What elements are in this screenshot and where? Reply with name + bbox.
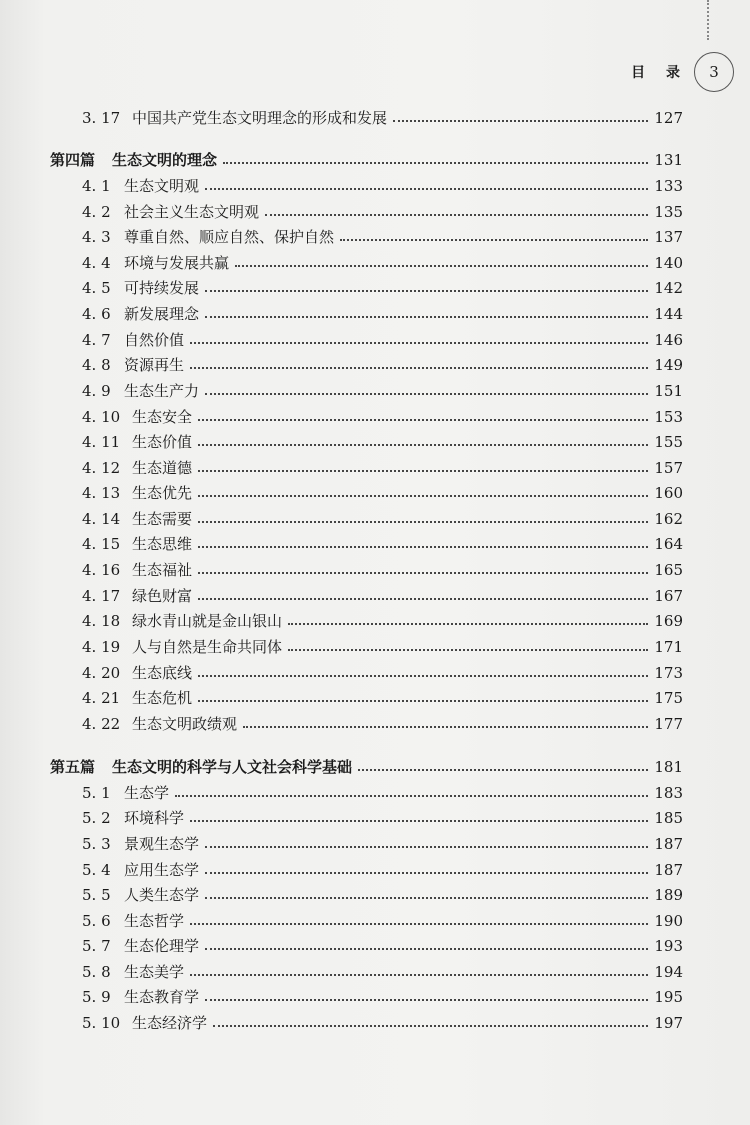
toc-section-row xyxy=(82,661,683,685)
toc-title: 生态文明观 xyxy=(124,177,200,195)
toc-section-row xyxy=(82,251,683,275)
toc-page-number: 193 xyxy=(654,937,683,955)
toc-leader-dots xyxy=(198,521,648,523)
toc-title: 生态底线 xyxy=(132,664,193,682)
toc-section-row xyxy=(82,883,683,907)
toc-number: 4. 7 xyxy=(82,331,111,349)
toc-page-number: 162 xyxy=(654,510,683,528)
toc-number: 4. 1 xyxy=(82,177,111,195)
toc-leader-dots xyxy=(205,872,648,874)
toc-leader-dots xyxy=(198,700,648,702)
toc-section-row xyxy=(82,481,683,505)
toc-leader-dots xyxy=(288,649,648,651)
toc-title: 生态道德 xyxy=(132,459,193,477)
toc-section-row xyxy=(82,806,683,830)
toc-section-row xyxy=(82,379,683,403)
toc-page-number: 189 xyxy=(654,886,683,904)
toc-section-row xyxy=(82,635,683,659)
toc-title: 生态文明的理念 xyxy=(112,151,218,169)
toc-page-number: 197 xyxy=(654,1014,683,1032)
toc-section-row xyxy=(82,328,683,352)
toc-title: 绿色财富 xyxy=(132,587,193,605)
toc-title: 社会主义生态文明观 xyxy=(124,203,260,221)
toc-number: 4. 13 xyxy=(82,484,121,502)
toc-number: 4. 20 xyxy=(82,664,121,682)
toc-number: 5. 9 xyxy=(82,988,111,1006)
toc-leader-dots xyxy=(288,623,648,625)
toc-leader-dots xyxy=(190,923,648,925)
toc-page-number: 151 xyxy=(654,382,683,400)
toc-section-row xyxy=(82,1011,683,1035)
toc-page-number: 173 xyxy=(654,664,683,682)
toc-number: 5. 7 xyxy=(82,937,111,955)
toc-number: 5. 3 xyxy=(82,835,111,853)
toc-section-row xyxy=(82,686,683,710)
toc-page-number: 144 xyxy=(654,305,683,323)
toc-leader-dots xyxy=(190,367,648,369)
toc-number: 4. 3 xyxy=(82,228,111,246)
toc-section-row xyxy=(82,609,683,633)
page-number-circle: 3 xyxy=(694,52,734,92)
toc-number: 4. 19 xyxy=(82,638,121,656)
page-header xyxy=(631,50,734,94)
toc-title: 生态危机 xyxy=(132,689,193,707)
toc-title: 生态哲学 xyxy=(124,912,185,930)
toc-title: 自然价值 xyxy=(124,331,185,349)
toc-leader-dots xyxy=(198,419,648,421)
toc-number: 5. 10 xyxy=(82,1014,121,1032)
toc-leader-dots xyxy=(198,546,648,548)
toc-number: 4. 16 xyxy=(82,561,121,579)
toc-number: 5. 6 xyxy=(82,912,111,930)
toc-number: 第四篇 xyxy=(50,151,96,169)
toc-title: 资源再生 xyxy=(124,356,185,374)
toc-leader-dots xyxy=(205,188,648,190)
toc-section-row xyxy=(82,507,683,531)
toc-page-number: 153 xyxy=(654,408,683,426)
toc-section-row xyxy=(82,276,683,300)
toc-leader-dots xyxy=(198,572,648,574)
toc-leader-dots xyxy=(198,675,648,677)
toc-title: 环境与发展共赢 xyxy=(124,254,230,272)
header-title: 目 录 xyxy=(631,65,688,81)
toc-page-number: 133 xyxy=(654,177,683,195)
toc-number: 4. 4 xyxy=(82,254,111,272)
toc-number: 3. 17 xyxy=(82,109,121,127)
toc-section-row xyxy=(82,960,683,984)
toc-title: 可持续发展 xyxy=(124,279,200,297)
toc-page-number: 183 xyxy=(654,784,683,802)
toc-page-number: 190 xyxy=(654,912,683,930)
toc-leader-dots xyxy=(198,470,648,472)
toc-leader-dots xyxy=(205,846,648,848)
toc-section-row xyxy=(82,909,683,933)
toc-number: 4. 22 xyxy=(82,715,121,733)
toc-number: 4. 2 xyxy=(82,203,111,221)
toc-number: 4. 18 xyxy=(82,612,121,630)
toc-leader-dots xyxy=(205,316,648,318)
toc-section-row xyxy=(82,584,683,608)
toc-number: 4. 6 xyxy=(82,305,111,323)
toc-page-number: 181 xyxy=(654,758,683,776)
toc-leader-dots xyxy=(223,162,648,164)
toc-page-number: 157 xyxy=(654,459,683,477)
toc-title: 绿水青山就是金山银山 xyxy=(132,612,283,630)
toc-title: 人与自然是生命共同体 xyxy=(132,638,283,656)
toc-part-row xyxy=(50,148,683,172)
toc-number: 5. 8 xyxy=(82,963,111,981)
toc-number: 4. 14 xyxy=(82,510,121,528)
toc-title: 生态优先 xyxy=(132,484,193,502)
toc-number: 5. 5 xyxy=(82,886,111,904)
toc-page-number: 194 xyxy=(654,963,683,981)
toc-page-number: 165 xyxy=(654,561,683,579)
toc-section-row xyxy=(82,832,683,856)
toc-section-row xyxy=(82,712,683,736)
toc-number: 4. 8 xyxy=(82,356,111,374)
toc-leader-dots xyxy=(358,769,648,771)
toc-page-number: 131 xyxy=(654,151,683,169)
toc-page-number: 187 xyxy=(654,861,683,879)
toc-title: 应用生态学 xyxy=(124,861,200,879)
toc-page-number: 177 xyxy=(654,715,683,733)
toc-page-number: 195 xyxy=(654,988,683,1006)
toc-page-number: 142 xyxy=(654,279,683,297)
toc-title: 生态生产力 xyxy=(124,382,200,400)
toc-title: 生态价值 xyxy=(132,433,193,451)
toc-section-row xyxy=(82,781,683,805)
toc-page-number: 169 xyxy=(654,612,683,630)
toc-title: 尊重自然、顺应自然、保护自然 xyxy=(124,228,335,246)
toc-leader-dots xyxy=(205,948,648,950)
toc-title: 人类生态学 xyxy=(124,886,200,904)
toc-title: 生态安全 xyxy=(132,408,193,426)
toc-section-row xyxy=(82,174,683,198)
toc-leader-dots xyxy=(235,265,648,267)
toc-section-row xyxy=(82,456,683,480)
toc-section-row xyxy=(82,225,683,249)
toc-leader-dots xyxy=(265,214,648,216)
toc-number: 4. 10 xyxy=(82,408,121,426)
toc-section-row xyxy=(82,302,683,326)
toc-title: 生态思维 xyxy=(132,535,193,553)
toc-leader-dots xyxy=(205,290,648,292)
toc-title: 生态教育学 xyxy=(124,988,200,1006)
toc-page-number: 149 xyxy=(654,356,683,374)
toc-title: 景观生态学 xyxy=(124,835,200,853)
toc-leader-dots xyxy=(213,1025,648,1027)
toc-title: 环境科学 xyxy=(124,809,185,827)
toc-leader-dots xyxy=(198,598,648,600)
toc-section-row xyxy=(82,558,683,582)
toc-section-row xyxy=(82,353,683,377)
toc-number: 4. 17 xyxy=(82,587,121,605)
toc-title: 中国共产党生态文明理念的形成和发展 xyxy=(132,109,388,127)
toc-page-number: 175 xyxy=(654,689,683,707)
toc-page-number: 160 xyxy=(654,484,683,502)
toc-page-number: 135 xyxy=(654,203,683,221)
toc-leader-dots xyxy=(243,726,648,728)
toc-leader-dots xyxy=(175,795,648,797)
toc-section-row xyxy=(82,985,683,1009)
toc-title: 生态经济学 xyxy=(132,1014,208,1032)
binding-dotted-line xyxy=(707,0,709,40)
toc-number: 4. 12 xyxy=(82,459,121,477)
toc-section-row xyxy=(82,858,683,882)
toc-page-number: 167 xyxy=(654,587,683,605)
toc-section-row xyxy=(82,430,683,454)
toc-number: 4. 21 xyxy=(82,689,121,707)
toc-number: 4. 11 xyxy=(82,433,121,451)
toc-title: 生态学 xyxy=(124,784,170,802)
toc-page-number: 187 xyxy=(654,835,683,853)
toc-title: 生态伦理学 xyxy=(124,937,200,955)
toc-page-number: 146 xyxy=(654,331,683,349)
toc-leader-dots xyxy=(393,120,648,122)
toc-page-number: 164 xyxy=(654,535,683,553)
toc-leader-dots xyxy=(198,444,648,446)
toc-leader-dots xyxy=(190,820,648,822)
toc-leader-dots xyxy=(198,495,648,497)
toc-leader-dots xyxy=(190,974,648,976)
toc-number: 5. 2 xyxy=(82,809,111,827)
toc-section-row xyxy=(82,405,683,429)
toc-section-row xyxy=(82,532,683,556)
toc-title: 生态福祉 xyxy=(132,561,193,579)
toc-title: 生态需要 xyxy=(132,510,193,528)
toc-page-number: 137 xyxy=(654,228,683,246)
toc-section-row xyxy=(82,200,683,224)
toc-title: 新发展理念 xyxy=(124,305,200,323)
toc-page-number: 185 xyxy=(654,809,683,827)
toc-page-number: 171 xyxy=(654,638,683,656)
toc-page-number: 155 xyxy=(654,433,683,451)
toc-title: 生态文明政绩观 xyxy=(132,715,238,733)
toc-leader-dots xyxy=(340,239,648,241)
toc-number: 4. 5 xyxy=(82,279,111,297)
toc-leader-dots xyxy=(205,999,648,1001)
toc-title: 生态美学 xyxy=(124,963,185,981)
toc-number: 4. 15 xyxy=(82,535,121,553)
toc-number: 5. 1 xyxy=(82,784,111,802)
toc-page-number: 127 xyxy=(654,109,683,127)
toc-leader-dots xyxy=(190,342,648,344)
toc-number: 4. 9 xyxy=(82,382,111,400)
toc-number: 5. 4 xyxy=(82,861,111,879)
toc-leader-dots xyxy=(205,897,648,899)
toc-leader-dots xyxy=(205,393,648,395)
toc-title: 生态文明的科学与人文社会科学基础 xyxy=(112,758,353,776)
toc-page-number: 140 xyxy=(654,254,683,272)
toc-part-row xyxy=(50,755,683,779)
toc-section-row xyxy=(82,106,683,130)
toc-section-row xyxy=(82,934,683,958)
toc-number: 第五篇 xyxy=(50,758,96,776)
